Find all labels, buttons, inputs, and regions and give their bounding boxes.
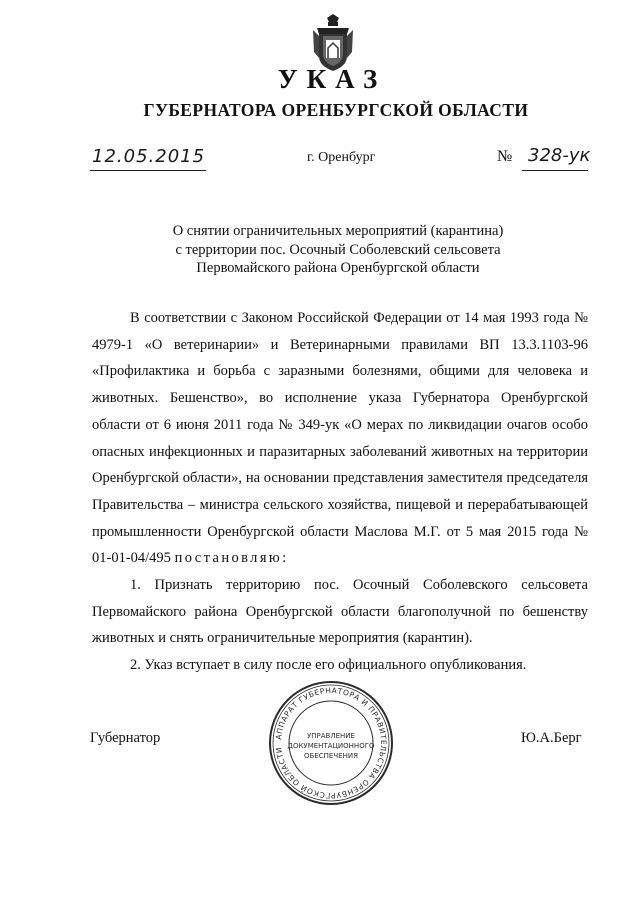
seal-line: ОБЕСПЕЧЕНИЯ xyxy=(304,752,358,760)
document-heading xyxy=(18,222,640,278)
document-city: г. Оренбург xyxy=(307,150,376,165)
heading-line: с территории пос. Осочный Соболевский сельсовета xyxy=(175,241,501,258)
preamble-text: В соответствии с Законом Российской Федерации от 14 мая 1993 года № 4979-1 «О ветеринарии» и Ветеринарными правилами ВП 13.3.1103-96 «Профилактика и борьба с заразными болезнями, общими для человека и животных. Бешенство», во исполнение указа Губернатора Оренбургской области от 6 июня 2011 года № 349-ук «О мерах по ликвидации очагов особо опасных инфекционных и паразитарных заболеваний животных на территории Оренбургской области», на основании представления заместителя председателя Правительства – министра сельского хозяйства, пищевой и перерабатывающей промышленности Оренбургской области Маслова М.Г. от 5 мая 2015 года № 01-01-04/495 xyxy=(92,310,588,567)
heading-line: Первомайского района Оренбургской области xyxy=(196,260,480,276)
official-seal-stamp xyxy=(268,680,394,806)
clause-2: 2. Указ вступает в силу после его официального опубликования. xyxy=(130,657,527,674)
number-sign: № xyxy=(497,148,513,165)
signatory-name: Ю.А.Берг xyxy=(521,730,582,746)
document-date: 12.05.2015 xyxy=(92,146,206,167)
heading-line: О снятии ограничительных мероприятий (карантина) xyxy=(172,223,504,239)
number-underline xyxy=(522,170,588,171)
document-number: 328-ук xyxy=(528,145,591,166)
document-title: УКАЗ xyxy=(277,64,387,94)
clause-1: 1. Признать территорию пос. Осочный Соболевского сельсовета Первомайского района Оренбургской области благополучной по бешенству животных и снять ограничительные мероприятия (карантин). xyxy=(92,577,588,647)
preamble-paragraph xyxy=(92,305,588,572)
decree-word: постановляю: xyxy=(174,550,289,567)
document-body xyxy=(92,305,588,679)
seal-line: ДОКУМЕНТАЦИОННОГО xyxy=(287,742,375,750)
date-underline xyxy=(90,170,206,171)
signatory-position: Губернатор xyxy=(90,730,161,746)
seal-line: УПРАВЛЕНИЕ xyxy=(307,732,355,740)
seal-ring-text: АППАРАТ ГУБЕРНАТОРА И ПРАВИТЕЛЬСТВА ОРЕНБУРГСКОЙ ОБЛАСТИ xyxy=(274,685,389,801)
document-subtitle: ГУБЕРНАТОРА ОРЕНБУРГСКОЙ ОБЛАСТИ xyxy=(143,100,529,120)
